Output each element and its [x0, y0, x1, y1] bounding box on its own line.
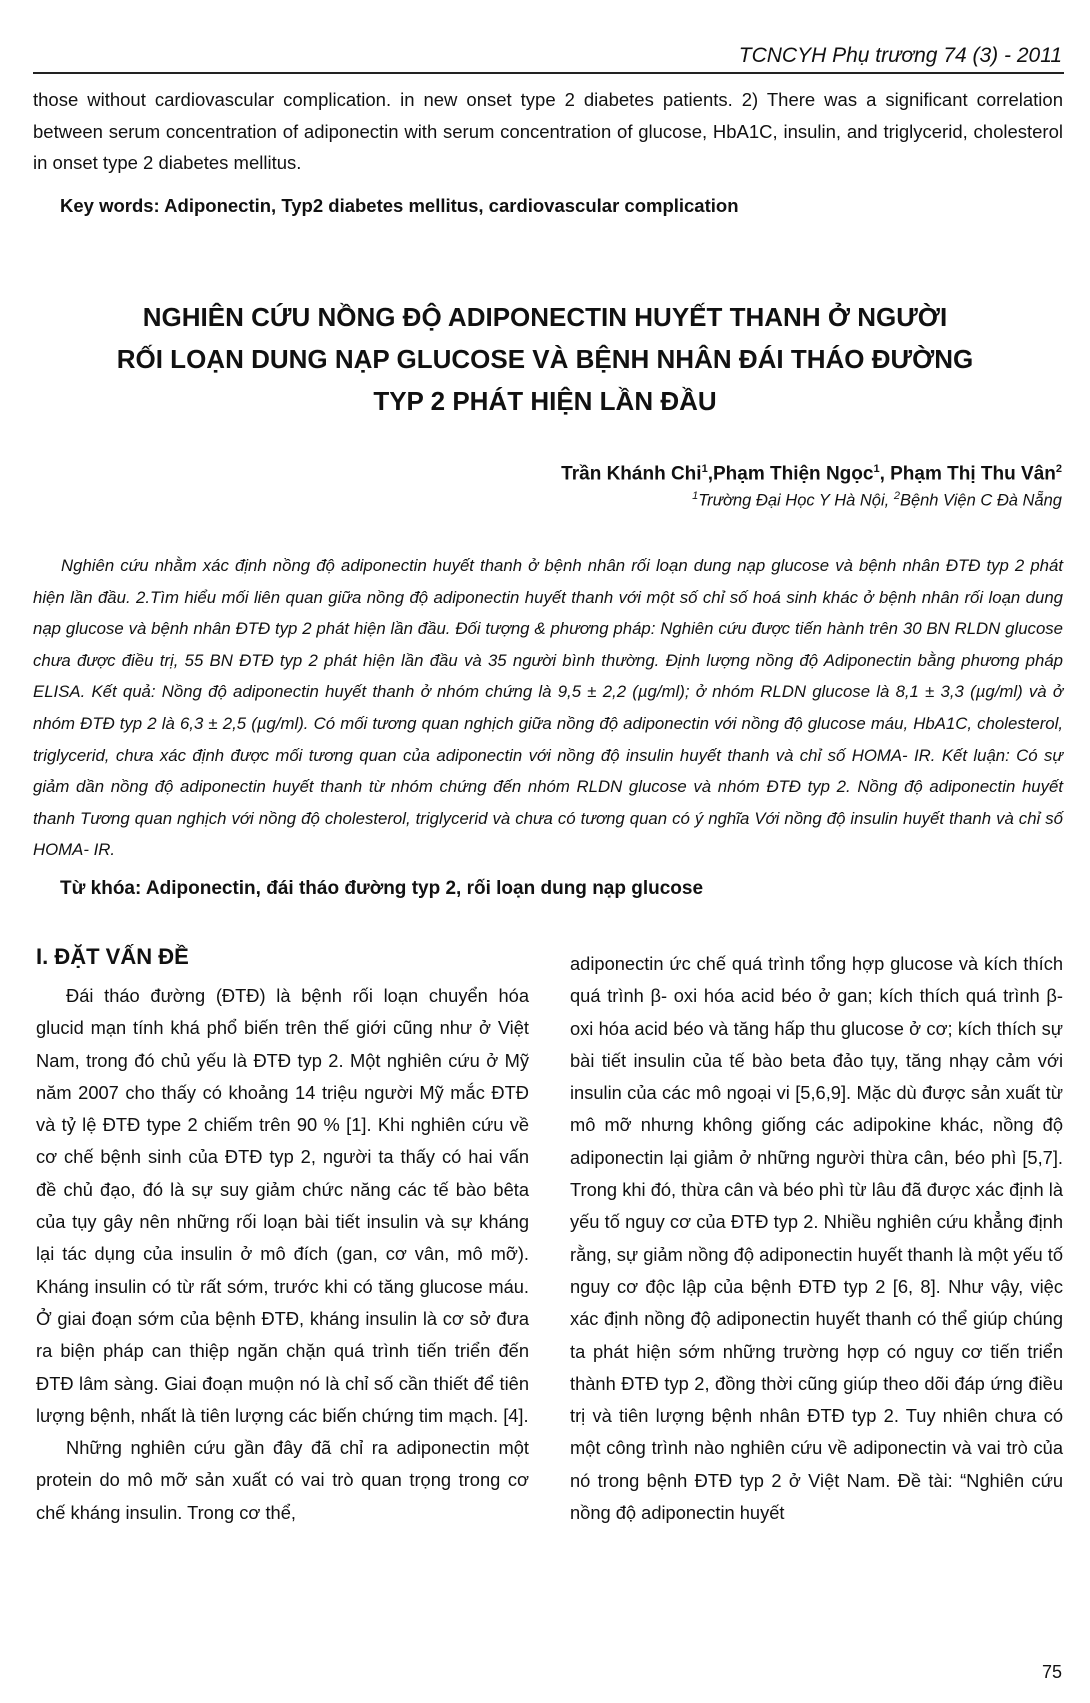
paragraph: Những nghiên cứu gần đây đã chỉ ra adiponectin một protein do mô mỡ sản xuất có vai trò quan trọng trong cơ chế kháng insulin. Trong cơ thể,	[36, 1437, 529, 1523]
affiliation: Bệnh Viện C Đà Nẵng	[899, 491, 1062, 510]
title-line: NGHIÊN CỨU NỒNG ĐỘ ADIPONECTIN HUYẾT THANH Ở NGƯỜI	[142, 302, 948, 332]
article-title	[40, 296, 1050, 422]
section-heading: I. ĐẶT VẤN ĐỀ	[36, 944, 189, 969]
affil-sup: 2	[893, 490, 900, 502]
author: Trần Khánh Chi	[561, 463, 702, 485]
vietnamese-abstract: Nghiên cứu nhằm xác định nồng độ adiponectin huyết thanh ở bệnh nhân rối loạn dung nạp glucose và bệnh nhân ĐTĐ typ 2 phát hiện lần đầu. 2.Tìm hiểu mối liên quan giữa nồng độ adiponectin huyết thanh với một số chỉ số hoá sinh khác ở bệnh nhân rối loạn dung nạp glucose và bệnh nhân ĐTĐ typ 2 phát hiện lần đầu. Đối tượng & phương pháp: Nghiên cứu được tiến hành trên 30 BN RLDN glucose chưa được điều trị, 55 BN ĐTĐ typ 2 phát hiện lần đầu và 35 người bình thường. Định lượng nồng độ Adiponectin bằng phương pháp ELISA. Kết quả: Nồng độ adiponectin huyết thanh ở nhóm chứng là 9,5 ± 2,2 (µg/ml); ở nhóm RLDN glucose là 8,1 ± 3,3 (µg/ml) và ở nhóm ĐTĐ typ 2 là 6,3 ± 2,5 (µg/ml). Có mối tương quan nghịch giữa nồng độ adiponectin với nồng độ glucose máu, HbA1C, cholesterol, triglycerid, chưa xác định được mối tương quan của adiponectin với nồng độ insulin huyết thanh và chỉ số HOMA- IR. Kết luận: Có sự giảm dần nồng độ adiponectin huyết thanh từ nhóm chứng đến nhóm RLDN glucose và nhóm ĐTĐ typ 2. Nồng độ adiponectin huyết thanh Tương quan nghịch với nồng độ cholesterol, triglycerid và chưa có tương quan có ý nghĩa Với nồng độ insulin huyết thanh và chỉ số HOMA- IR.	[33, 556, 1063, 860]
affiliations	[692, 490, 1062, 511]
author: , Phạm Thị Thu Vân	[879, 463, 1056, 485]
title-line: RỐI LOẠN DUNG NẠP GLUCOSE VÀ BỆNH NHÂN ĐÁI THÁO ĐƯỜNG	[116, 344, 974, 374]
author-sup: 1	[701, 463, 708, 475]
author: ,Phạm Thiện Ngọc	[707, 463, 874, 485]
paragraph: adiponectin ức chế quá trình tổng hợp glucose và kích thích quá trình β- oxi hóa acid béo ở gan; kích thích quá trình β- oxi hóa acid béo và tăng hấp thu glucose ở cơ; kích thích sự bài tiết insulin của tế bào beta đảo tụy, tăng nhạy cảm với insulin của các mô ngoại vi [5,6,9]. Mặc dù được sản xuất từ mô mỡ nhưng không giống các adipokine khác, nồng độ adiponectin lại giảm ở những người thừa cân, béo phì [5,7]. Trong khi đó, thừa cân và béo phì từ lâu đã được xác định là yếu tố nguy cơ của ĐTĐ typ 2. Nhiều nghiên cứu khẳng định rằng, sự giảm nồng độ adiponectin huyết thanh là một yếu tố nguy cơ độc lập của bệnh ĐTĐ typ 2 [6, 8]. Như vậy, việc xác định nồng độ adiponectin huyết thanh có thể giúp chúng ta phát hiện sớm những trường hợp có nguy cơ tiến triển thành ĐTĐ typ 2, đồng thời cũng giúp theo dõi đáp ứng điều trị và tiên lượng bệnh nhân ĐTĐ typ 2. Tuy nhiên chưa có một công trình nào nghiên cứu về adiponectin và vai trò của nó trong bệnh ĐTĐ typ 2 ở Việt Nam. Đề tài: “Nghiên cứu nồng độ adiponectin huyết	[570, 953, 1063, 1524]
title-line: TYP 2 PHÁT HIỆN LẦN ĐẦU	[373, 386, 717, 416]
author-sup: 2	[1055, 463, 1062, 475]
left-column	[36, 980, 529, 1529]
paragraph: Đái tháo đường (ĐTĐ) là bệnh rối loạn chuyển hóa glucid mạn tính khá phổ biến trên thế giới cũng như ở Việt Nam, trong đó chủ yếu là ĐTĐ typ 2. Một nghiên cứu ở Mỹ năm 2007 cho thấy có khoảng 14 triệu người Mỹ mắc ĐTĐ và tỷ lệ ĐTĐ type 2 chiếm trên 90 % [1]. Khi nghiên cứu về cơ chế bệnh sinh của ĐTĐ typ 2, người ta thấy có hai vấn đề chủ đạo, đó là sự suy giảm chức năng các tế bào bêta của tụy gây nên những rối loạn bài tiết insulin và sự kháng lại tác dụng của insulin ở mô đích (gan, cơ vân, mô mỡ). Kháng insulin có từ rất sớm, trước khi có tăng glucose máu. Ở giai đoạn sớm của bệnh ĐTĐ, kháng insulin là cơ sở đưa ra biện pháp can thiệp ngăn chặn quá trình tiến triển đến ĐTĐ lâm sàng. Giai đoạn muộn nó là chỉ số cần thiết để tiên lượng bệnh, nhất là tiên lượng các biến chứng tim mạch. [4].	[36, 985, 529, 1426]
running-header: TCNCYH Phụ trương 74 (3) - 2011	[738, 44, 1062, 67]
affil-sup: 1	[692, 490, 699, 502]
english-keywords: Key words: Adiponectin, Typ2 diabetes mellitus, cardiovascular complication	[60, 195, 739, 216]
affiliation: Trường Đại Học Y Hà Nội,	[698, 491, 894, 510]
english-abstract-end: those without cardiovascular complication. in new onset type 2 diabetes patients. 2) There was a significant correlation between serum concentration of adiponectin with serum concentration of glucose, HbA1C, insulin, and triglycerid, cholesterol in onset type 2 diabetes mellitus.	[33, 89, 1063, 173]
right-column	[570, 948, 1063, 1529]
header-rule	[33, 72, 1064, 74]
page-number: 75	[1041, 1662, 1062, 1682]
authors	[561, 463, 1062, 485]
vietnamese-keywords: Từ khóa: Adiponectin, đái tháo đường typ 2, rối loạn dung nạp glucose	[60, 878, 704, 899]
author-sup: 1	[873, 463, 880, 475]
